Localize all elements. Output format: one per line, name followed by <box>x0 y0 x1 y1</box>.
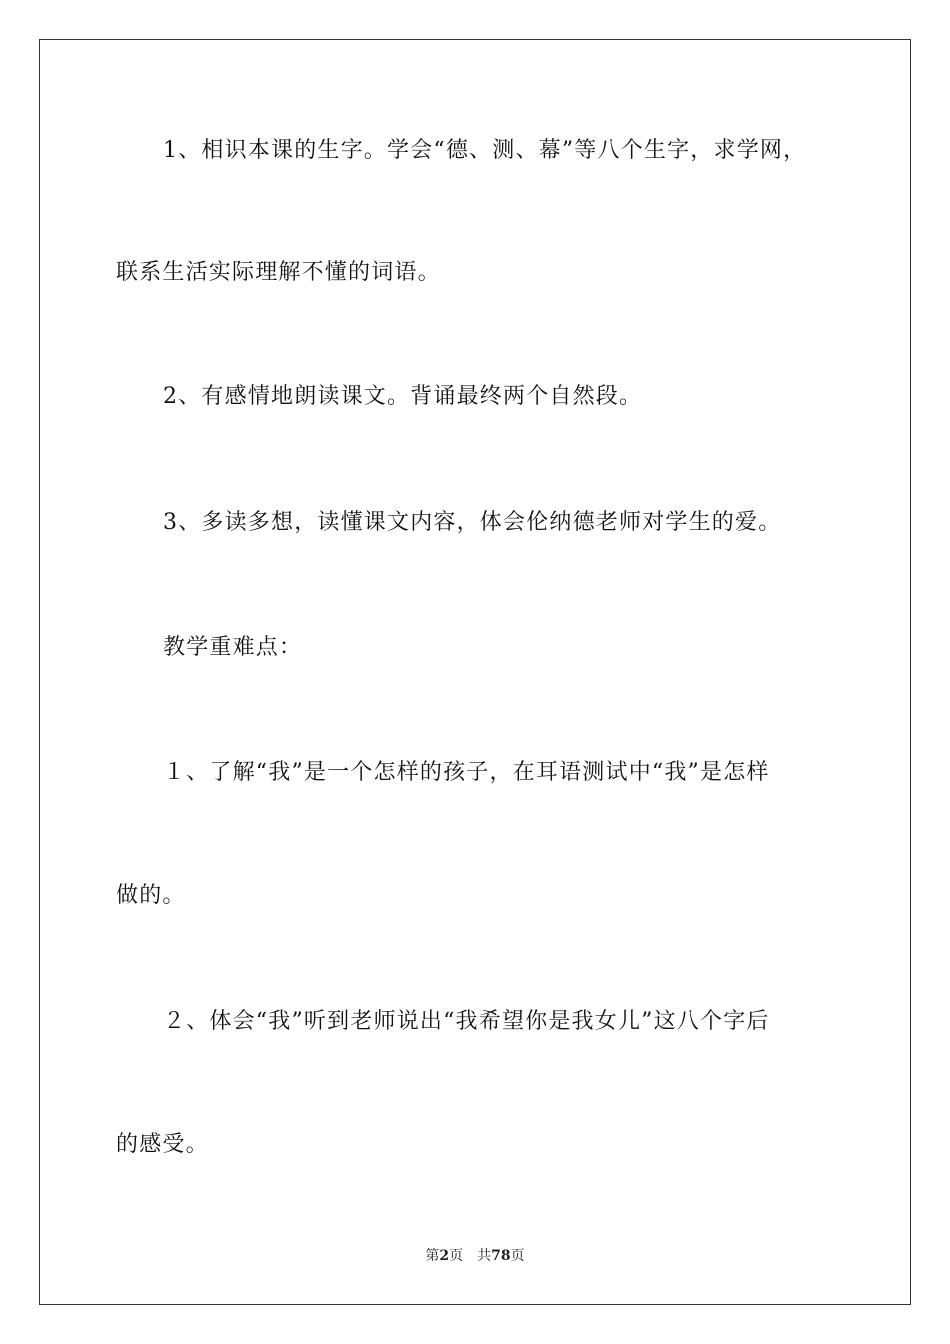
key-point-1-line-2: 做的。 <box>116 883 186 908</box>
key-point-2-line-2: 的感受。 <box>116 1132 209 1157</box>
current-page-number: 2 <box>439 1248 450 1264</box>
total-pages-number: 78 <box>491 1248 511 1264</box>
objective-1-line-2: 联系生活实际理解不懂的词语。 <box>116 260 441 285</box>
page-border <box>39 39 911 1305</box>
key-point-1-line-1: １、了解“我”是一个怎样的孩子，在耳语测试中“我”是怎样 <box>163 760 770 785</box>
key-point-2-line-1: ２、体会“我”听到老师说出“我希望你是我女儿”这八个字后 <box>163 1009 770 1034</box>
footer-prefix: 第 <box>425 1248 440 1264</box>
objective-3: 3、多读多想，读懂课文内容，体会伦纳德老师对学生的爱。 <box>163 510 782 535</box>
page-footer <box>0 1246 950 1266</box>
objective-2: 2、有感情地朗读课文。背诵最终两个自然段。 <box>163 384 643 409</box>
objective-1-line-1: 1、相识本课的生字。学会“德、测、幕”等八个生字，求学网， <box>163 138 807 163</box>
section-heading: 教学重难点： <box>163 635 303 660</box>
footer-mid: 页 共 <box>449 1248 492 1264</box>
footer-suffix: 页 <box>510 1248 525 1264</box>
